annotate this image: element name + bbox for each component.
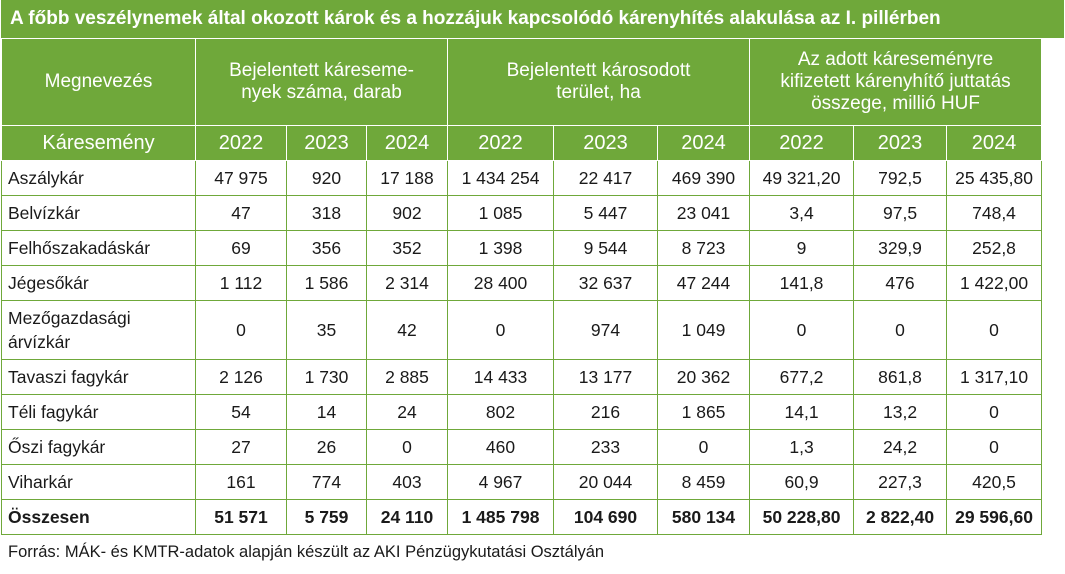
cell: 861,8: [854, 360, 947, 395]
cell: 0: [448, 301, 554, 360]
cell: 580 134: [658, 500, 750, 535]
row-name: Téli fagykár: [2, 395, 196, 430]
cell: 227,3: [854, 465, 947, 500]
header-row-label: Káresemény: [2, 126, 196, 161]
header-group-event-count: Bejelentett káreseme- nyek száma, darab: [196, 39, 448, 126]
cell: 1 112: [196, 266, 287, 301]
row-name: Összesen: [2, 500, 196, 535]
cell: 17 188: [367, 161, 448, 196]
cell: 216: [554, 395, 658, 430]
cell: 9: [750, 231, 854, 266]
cell: 20 044: [554, 465, 658, 500]
report-table-container: [1, 0, 1064, 562]
cell: 774: [287, 465, 367, 500]
cell: 1,3: [750, 430, 854, 465]
cell: 35: [287, 301, 367, 360]
header-year: 2023: [854, 126, 947, 161]
row-name: Őszi fagykár: [2, 430, 196, 465]
cell: 24,2: [854, 430, 947, 465]
cell: 3,4: [750, 196, 854, 231]
cell: 677,2: [750, 360, 854, 395]
cell: 22 417: [554, 161, 658, 196]
cell: 0: [947, 395, 1042, 430]
row-name: Aszálykár: [2, 161, 196, 196]
total-row: [2, 500, 1042, 535]
cell: 476: [854, 266, 947, 301]
cell: 974: [554, 301, 658, 360]
cell: 469 390: [658, 161, 750, 196]
cell: 802: [448, 395, 554, 430]
cell: 20 362: [658, 360, 750, 395]
header-name-col: Megnevezés: [2, 39, 196, 126]
table-row: [2, 196, 1042, 231]
header-group-compensation: Az adott káreseményre kifizetett kárenyhítő juttatás összege, millió HUF: [750, 39, 1042, 126]
table-row: [2, 266, 1042, 301]
cell: 13,2: [854, 395, 947, 430]
cell: 24: [367, 395, 448, 430]
header-year: 2023: [287, 126, 367, 161]
row-name: Tavaszi fagykár: [2, 360, 196, 395]
cell: 14 433: [448, 360, 554, 395]
header-year: 2022: [196, 126, 287, 161]
source-note: Forrás: MÁK- és KMTR-adatok alapján készült az AKI Pénzügykutatási Osztályán: [8, 543, 605, 561]
cell: 1 422,00: [947, 266, 1042, 301]
header-year: 2024: [947, 126, 1042, 161]
cell: 5 447: [554, 196, 658, 231]
cell: 42: [367, 301, 448, 360]
cell: 0: [658, 430, 750, 465]
cell: 1 485 798: [448, 500, 554, 535]
cell: 0: [367, 430, 448, 465]
row-name: Mezőgazdasági árvízkár: [2, 301, 196, 360]
cell: 4 967: [448, 465, 554, 500]
table-row: [2, 231, 1042, 266]
cell: 233: [554, 430, 658, 465]
header-row-groups: [2, 39, 1042, 126]
cell: 60,9: [750, 465, 854, 500]
cell: 14,1: [750, 395, 854, 430]
cell: 49 321,20: [750, 161, 854, 196]
cell: 51 571: [196, 500, 287, 535]
header-year: 2024: [367, 126, 448, 161]
cell: 460: [448, 430, 554, 465]
cell: 902: [367, 196, 448, 231]
cell: 0: [196, 301, 287, 360]
cell: 14: [287, 395, 367, 430]
cell: 1 085: [448, 196, 554, 231]
row-name: Viharkár: [2, 465, 196, 500]
cell: 8 723: [658, 231, 750, 266]
cell: 2 314: [367, 266, 448, 301]
cell: 329,9: [854, 231, 947, 266]
table-row: [2, 301, 1042, 360]
row-name: Felhőszakadáskár: [2, 231, 196, 266]
cell: 748,4: [947, 196, 1042, 231]
header-year: 2022: [750, 126, 854, 161]
cell: 1 730: [287, 360, 367, 395]
cell: 920: [287, 161, 367, 196]
table-row: [2, 395, 1042, 430]
cell: 97,5: [854, 196, 947, 231]
header-group-damaged-area: Bejelentett károsodott terület, ha: [448, 39, 750, 126]
table-row: [2, 360, 1042, 395]
cell: 2 885: [367, 360, 448, 395]
damage-table: [1, 38, 1042, 535]
cell: 0: [854, 301, 947, 360]
cell: 1 434 254: [448, 161, 554, 196]
cell: 27: [196, 430, 287, 465]
cell: 352: [367, 231, 448, 266]
cell: 104 690: [554, 500, 658, 535]
cell: 32 637: [554, 266, 658, 301]
cell: 54: [196, 395, 287, 430]
table-row: [2, 465, 1042, 500]
cell: 25 435,80: [947, 161, 1042, 196]
cell: 1 586: [287, 266, 367, 301]
cell: 141,8: [750, 266, 854, 301]
cell: 13 177: [554, 360, 658, 395]
header-year: 2023: [554, 126, 658, 161]
cell: 47 244: [658, 266, 750, 301]
cell: 29 596,60: [947, 500, 1042, 535]
row-name: Belvízkár: [2, 196, 196, 231]
cell: 69: [196, 231, 287, 266]
cell: 0: [947, 430, 1042, 465]
header-year: 2022: [448, 126, 554, 161]
header-year: 2024: [658, 126, 750, 161]
table-title: A főbb veszélynemek által okozott károk és a hozzájuk kapcsolódó kárenyhítés alakulása az I. pillérben: [1, 0, 1064, 38]
cell: 9 544: [554, 231, 658, 266]
cell: 792,5: [854, 161, 947, 196]
cell: 1 865: [658, 395, 750, 430]
cell: 0: [750, 301, 854, 360]
cell: 356: [287, 231, 367, 266]
cell: 2 126: [196, 360, 287, 395]
cell: 5 759: [287, 500, 367, 535]
table-row: [2, 430, 1042, 465]
cell: 47 975: [196, 161, 287, 196]
cell: 420,5: [947, 465, 1042, 500]
cell: 403: [367, 465, 448, 500]
header-row-years: [2, 126, 1042, 161]
cell: 318: [287, 196, 367, 231]
cell: 2 822,40: [854, 500, 947, 535]
cell: 26: [287, 430, 367, 465]
cell: 50 228,80: [750, 500, 854, 535]
table-row: [2, 161, 1042, 196]
cell: 28 400: [448, 266, 554, 301]
cell: 161: [196, 465, 287, 500]
cell: 1 398: [448, 231, 554, 266]
cell: 1 049: [658, 301, 750, 360]
cell: 8 459: [658, 465, 750, 500]
row-name: Jégesőkár: [2, 266, 196, 301]
cell: 0: [947, 301, 1042, 360]
cell: 252,8: [947, 231, 1042, 266]
cell: 23 041: [658, 196, 750, 231]
cell: 1 317,10: [947, 360, 1042, 395]
cell: 47: [196, 196, 287, 231]
cell: 24 110: [367, 500, 448, 535]
